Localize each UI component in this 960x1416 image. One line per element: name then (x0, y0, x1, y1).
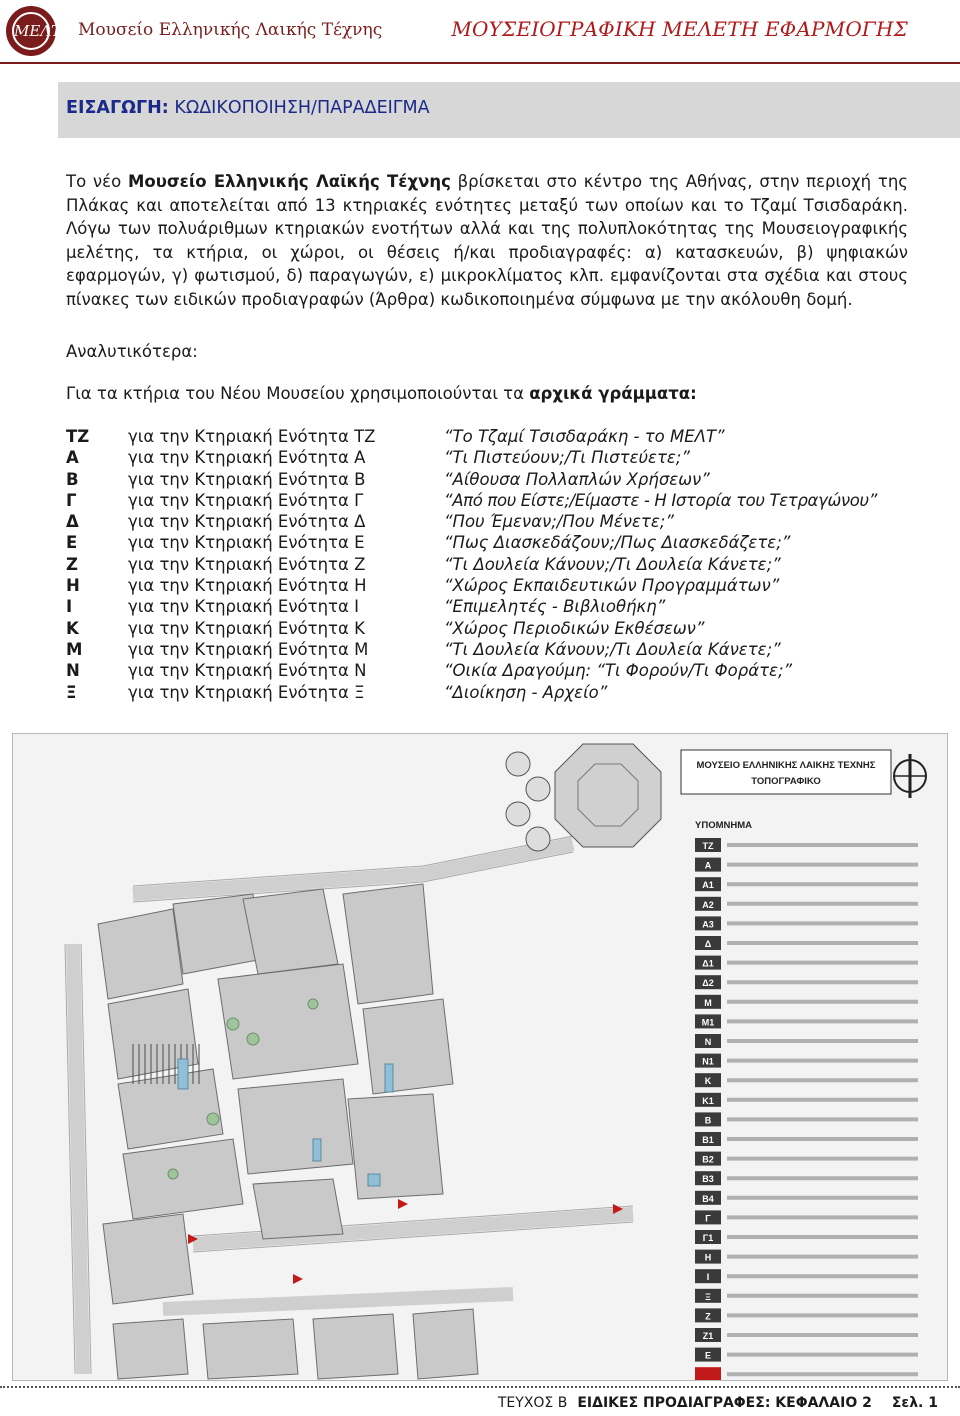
header-divider (0, 62, 960, 64)
site-plan-svg (13, 734, 948, 1381)
unit-name: “Διοίκηση - Αρχείο” (444, 682, 608, 702)
legend-code: ΤΖ (702, 841, 714, 851)
unit-code: Η (66, 576, 80, 596)
section-title-bold: ΕΙΣΑΓΩΓΗ: (66, 98, 169, 118)
legend-code: Ξ (705, 1291, 711, 1302)
legend-code: Β (704, 1115, 712, 1126)
footer-issue: ΤΕΥΧΟΣ Β (497, 1395, 568, 1411)
unit-row (66, 447, 946, 468)
letters-line-text: Για τα κτήρια του Νέου Μουσείου χρησιμοποιούνται τα (66, 384, 530, 403)
unit-name: “Τι Δουλεία Κάνουν;/Τι Δουλεία Κάνετε;” (444, 639, 781, 659)
section-bar (58, 82, 960, 138)
unit-code: Ι (66, 597, 73, 617)
unit-desc: για την Κτηριακή Ενότητα Ξ (128, 682, 365, 702)
logo-monogram: ΜΕΛΤ (12, 12, 50, 50)
footer-spec: ΕΙΔΙΚΕΣ ΠΡΟΔΙΑΓΡΑΦΕΣ: ΚΕΦΑΛΑΙΟ 2 (577, 1395, 872, 1411)
letters-line (66, 384, 697, 403)
letters-line-bold: αρχικά γράμματα: (529, 384, 697, 403)
intro-paragraph (66, 170, 908, 311)
unit-name: “Χώρος Περιοδικών Εκθέσεων” (444, 618, 705, 638)
footer-page: Σελ. 1 (891, 1395, 938, 1411)
legend-code: Α1 (702, 880, 714, 891)
legend-code: Η (704, 1252, 712, 1263)
unit-name: “Οικία Δραγούμη: “Τι Φορούν/Τι Φοράτε;” (444, 661, 793, 681)
legend-code: Β1 (702, 1135, 714, 1145)
unit-desc: για την Κτηριακή Ενότητα Κ (128, 618, 365, 638)
unit-code: Μ (66, 639, 83, 659)
detail-label: Αναλυτικότερα: (66, 342, 198, 361)
legend-code: Β3 (702, 1174, 714, 1185)
legend-code: Γ1 (702, 1233, 714, 1243)
legend-code: Ε (704, 1350, 712, 1361)
footer-divider (0, 1386, 960, 1388)
building-units-list (66, 426, 946, 703)
unit-code: Γ (66, 490, 77, 510)
study-title: ΜΟΥΣΕΙΟΓΡΑΦΙΚΗ ΜΕΛΕΤΗ ΕΦΑΡΜΟΓΗΣ (451, 17, 908, 41)
site-plan-drawing (12, 733, 948, 1381)
legend-code: Μ1 (701, 1017, 715, 1028)
mosque-octagon (555, 744, 661, 847)
unit-row (66, 618, 946, 639)
museum-logo (6, 6, 62, 56)
unit-row (66, 469, 946, 490)
unit-code: Β (66, 469, 79, 489)
legend-code: Β4 (702, 1193, 714, 1204)
unit-row (66, 660, 946, 681)
unit-desc: για την Κτηριακή Ενότητα Γ (128, 490, 364, 510)
unit-name: “Τι Δουλεία Κάνουν;/Τι Δουλεία Κάνετε;” (444, 554, 781, 574)
plan-title-line2: ΤΟΠΟΓΡΑΦΙΚΟ (751, 776, 821, 787)
legend-title: ΥΠΟΜΝΗΜΑ (695, 820, 752, 831)
unit-desc: για την Κτηριακή Ενότητα Α (128, 448, 366, 468)
unit-name: “Πως Διασκεδάζουν;/Πως Διασκεδάζετε;” (444, 533, 791, 553)
intro-museum-name: Μουσείο Ελληνικής Λαϊκής Τέχνης (127, 172, 451, 191)
unit-row (66, 682, 946, 703)
legend-code: Μ (704, 997, 712, 1008)
legend-code: Α3 (702, 919, 714, 930)
unit-code: Α (66, 448, 79, 468)
legend-code: Ι (706, 1272, 710, 1283)
plan-title-line1: ΜΟΥΣΕΙΟ ΕΛΛΗΝΙΚΗΣ ΛΑΙΚΗΣ ΤΕΧΝΗΣ (696, 760, 876, 771)
legend-code: Ν1 (702, 1056, 714, 1067)
unit-name: “Αίθουσα Πολλαπλών Χρήσεων” (444, 469, 710, 489)
museum-name: Μουσείο Ελληνικής Λαικής Τέχνης (78, 20, 383, 40)
unit-row (66, 639, 946, 660)
unit-desc: για την Κτηριακή Ενότητα Μ (128, 639, 369, 659)
unit-code: Ζ (66, 554, 78, 574)
unit-desc: για την Κτηριακή Ενότητα Ι (128, 597, 359, 617)
unit-row (66, 426, 946, 447)
unit-desc: για την Κτηριακή Ενότητα Ζ (128, 554, 366, 574)
unit-row (66, 511, 946, 532)
legend-swatch (695, 1367, 721, 1381)
unit-desc: για την Κτηριακή Ενότητα Ε (128, 533, 365, 553)
unit-row (66, 532, 946, 553)
legend-code: Α2 (702, 899, 714, 910)
legend-code: Ν (704, 1037, 712, 1047)
unit-code: Ξ (66, 682, 77, 702)
unit-name: “Επιμελητές - Βιβλιοθήκη” (444, 597, 666, 617)
unit-desc: για την Κτηριακή Ενότητα Ν (128, 661, 367, 681)
unit-row (66, 596, 946, 617)
intro-part1: Το νέο (66, 172, 128, 191)
unit-row (66, 575, 946, 596)
plan-title-block (681, 750, 891, 794)
unit-desc: για την Κτηριακή Ενότητα Δ (128, 512, 366, 532)
legend-code: Γ (705, 1213, 711, 1224)
legend-code: Ζ (705, 1311, 711, 1322)
unit-code: Δ (66, 512, 79, 532)
unit-code: Ν (66, 661, 80, 681)
unit-code: Κ (66, 618, 79, 638)
legend-code: Α (704, 860, 712, 871)
legend-code: Δ1 (702, 958, 714, 969)
unit-desc: για την Κτηριακή Ενότητα ΤΖ (128, 427, 376, 446)
unit-name: “Που Έμεναν;/Που Μένετε;” (444, 512, 674, 532)
legend-code: Κ1 (702, 1095, 714, 1106)
legend-code: Δ2 (702, 978, 714, 989)
page-footer (498, 1395, 938, 1411)
section-title (66, 98, 430, 118)
legend-code: Δ (704, 939, 712, 949)
unit-name: “Χώρος Εκπαιδευτικών Προγραμμάτων” (444, 576, 780, 596)
legend-code: Β2 (702, 1154, 714, 1165)
unit-name: “Τι Πιστεύουν;/Τι Πιστεύετε;” (444, 448, 690, 468)
unit-desc: για την Κτηριακή Ενότητα Β (128, 469, 366, 489)
unit-row (66, 554, 946, 575)
unit-code: Ε (66, 533, 78, 553)
page-header (0, 0, 960, 62)
unit-code: ΤΖ (66, 427, 90, 446)
unit-name: “Το Τζαμί Τσισδαράκη - το ΜΕΛΤ” (444, 427, 725, 446)
intro-part2: βρίσκεται στο κέντρο της Αθήνας, στην περιοχή της Πλάκας και αποτελείται από 13 κτηριακές ενότητες μεταξύ των οποίων και το Τζαμί Τσισδαράκη. Λόγω των πολυάριθμων κτηριακών ενοτήτων αλλά και της πολυπλοκότητας της Μουσειογραφικής μελέτης, τα κτήρια, οι χώροι, οι θέσεις ή/και προδιαγραφές: α) κατασκευών, β) ψηφιακών εφαρμογών, γ) φωτισμού, δ) παραγωγών, ε) μικροκλίματος κλπ. εμφανίζονται στα σχέδια και στους πίνακες των ειδικών προδιαγραφών (Άρθρα) κωδικοποιημένα σύμφωνα με την ακόλουθη δομή. (66, 172, 908, 309)
legend-code: Κ (704, 1076, 712, 1087)
section-title-rest: ΚΩΔΙΚΟΠΟΙΗΣΗ/ΠΑΡΑΔΕΙΓΜΑ (168, 98, 430, 118)
unit-desc: για την Κτηριακή Ενότητα Η (128, 576, 367, 596)
unit-row (66, 490, 946, 511)
unit-name: “Από που Είστε;/Είμαστε - Η Ιστορία του Τετραγώνου” (444, 490, 877, 510)
legend-code: Ζ1 (702, 1331, 714, 1341)
